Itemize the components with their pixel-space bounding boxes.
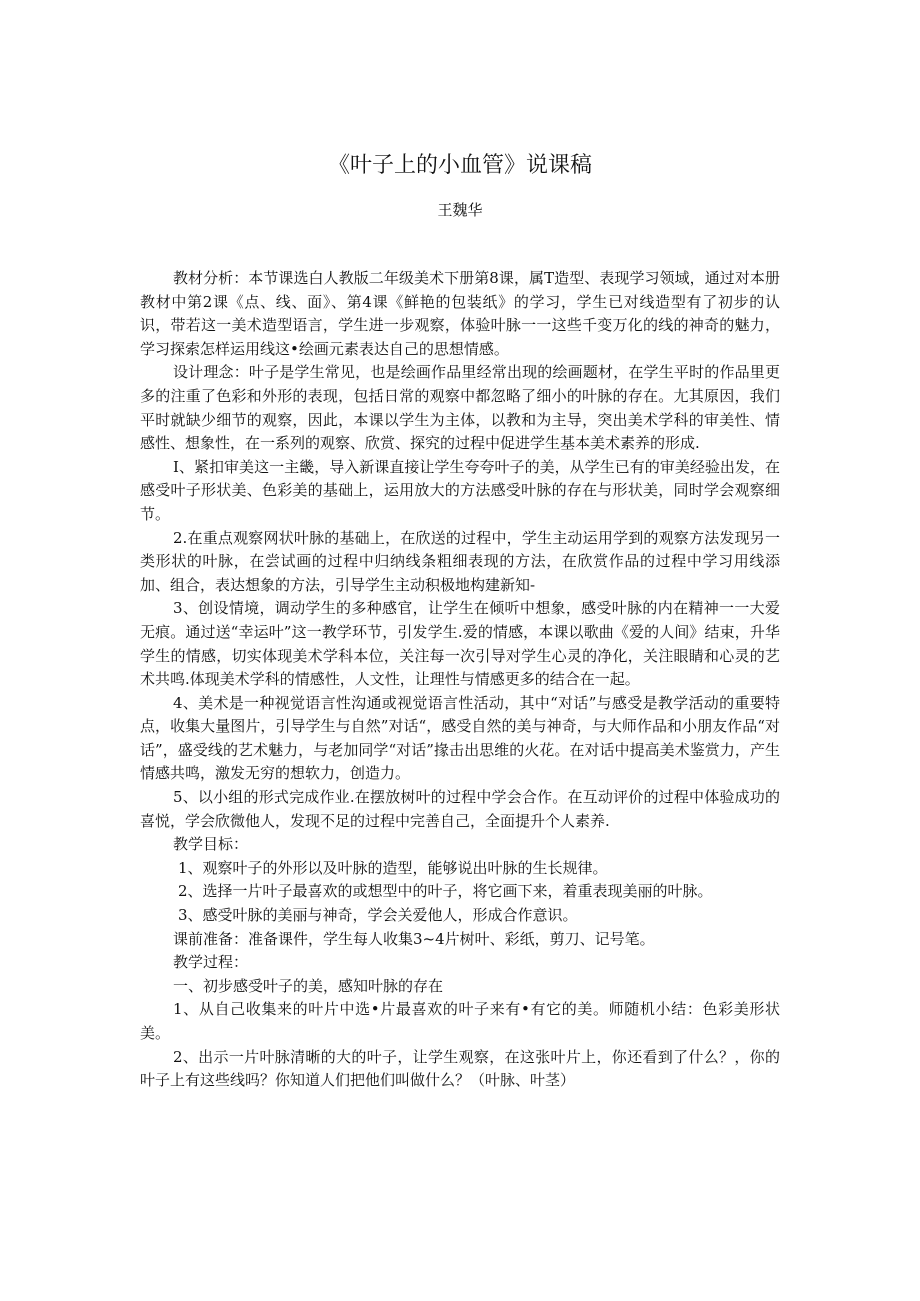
paragraph-point-1: I、紧扣审美这一主畿，导入新课直接让学生夸夸叶子的美，从学生已有的审美经验出发，在感受叶子形状美、色彩美的基础上，运用放大的方法感受叶脉的存在与形状美，同时学会观察细节。 xyxy=(140,457,780,523)
goal-item-2: 2、选择一片叶子最喜欢的或想型中的叶子，将它画下来，着重表现美丽的叶脉。 xyxy=(178,882,713,901)
goal-item-3: 3、感受叶脉的美丽与神奇，学会关爱他人，形成合作意识。 xyxy=(178,906,578,925)
paragraph-point-4: 4、美术是一种视觉语言性沟通或视觉语言性活动，其中“对话”与感受是教学活动的重要特点，收集大量图片，引导学生与自然”对话“，感受自然的美与神奇，与大师作品和小朋友作品“对话”，盛受线的艺术魅力，与老加同学“对话”掾击出思维的火花。在对话中提高美术鉴赏力，产生情感共鸣，激发无穷的想软力，创造力。 xyxy=(140,693,780,783)
process-step-2: 2、出示一片叶脉清晰的大的叶子，让学生观察，在这张叶片上，你还看到了什么？，你的叶子上有这些线吗？你知道人们把他们叫做什么？（叶脉、叶茎） xyxy=(140,1047,780,1090)
paragraph-point-5: 5、以小组的形式完成作业.在摆放树叶的过程中学会合作。在互动评价的过程中体验成功的喜悦，学会欣微他人，发现不足的过程中完善自己，全面提升个人素养. xyxy=(140,788,780,830)
document-author: 王魏华 xyxy=(437,201,483,219)
paragraph-preparation: 课前准备：准备课件，学生每人收集3~4片树叶、彩纸，剪刀、记号笔。 xyxy=(173,929,655,948)
goal-item-1: 1、观察叶子的外形以及叶脉的造型，能够说出叶脉的生长规律。 xyxy=(178,858,608,877)
document-title: 《叶子上的小血管》说课稿 xyxy=(327,153,592,178)
heading-section-1: 一、初步感受叶子的美，感知叶脉的存在 xyxy=(173,976,444,995)
paragraph-point-3: 3、创设情境，调动学生的多种感官，让学生在倾听中想象，感受叶脉的内在精神一一大爱无痕。通过送“幸运叶”这一教学环节，引发学生.爱的情感，本课以歌曲《爱的人间》结束，升华学生的情感，切实体现美术学科本位，关注每一次引导对学生心灵的净化，关注眼睛和心灵的艺术共鸣.体现美术学科的情感性，人文性，让理性与情感更多的结合在一起。 xyxy=(140,599,780,689)
paragraph-point-2: 2.在重点观察网状叶脉的基础上，在欣送的过程中，学生主动运用学到的观察方法发现另一类形状的叶脉，在尝试画的过程中归纳线条粗细表现的方法，在欣赏作品的过程中学习用线添加、组合，表达想象的方法，引导学生主动积极地构建新知- xyxy=(140,528,780,594)
paragraph-teaching-material: 教材分析：本节课选白人教版二年级美术下册第8课，属T造型、表现学习领域，通过对本册教材中第2课《点、线、面》、第4课《鲜艳的包装纸》的学习，学生已对线造型有了初步的认识，带若这一美术造型语言，学生进一步观察，体验叶脉一一这些千变万化的线的神奇的魅力，学习探索怎样运用线这•绘画元素表达自己的思想情感。 xyxy=(140,269,780,358)
paragraph-design-concept: 设计理念：叶子是学生常见，也是绘画作品里经常出现的绘画题材，在学生平时的作品里更多的注重了色彩和外形的表现，包括日常的观察中都忽略了细小的叶脉的存在。尢其原因，我们平时就缺少细节的观察，因此，本课以学生为主体，以教和为主导，突出美术学科的审美性、情感性、想象性，在一系列的观察、欣赏、探究的过程中促进学生基本美术素养的形成. xyxy=(140,363,780,453)
document-body xyxy=(140,267,780,1093)
heading-teaching-goals: 教学目标： xyxy=(173,835,249,854)
heading-teaching-process: 教学过程： xyxy=(173,953,249,972)
process-step-1: 1、从自己收集来的叶片中选•片最喜欢的叶子来有•有它的美。师随机小结：色彩美形状美。 xyxy=(140,1000,780,1042)
